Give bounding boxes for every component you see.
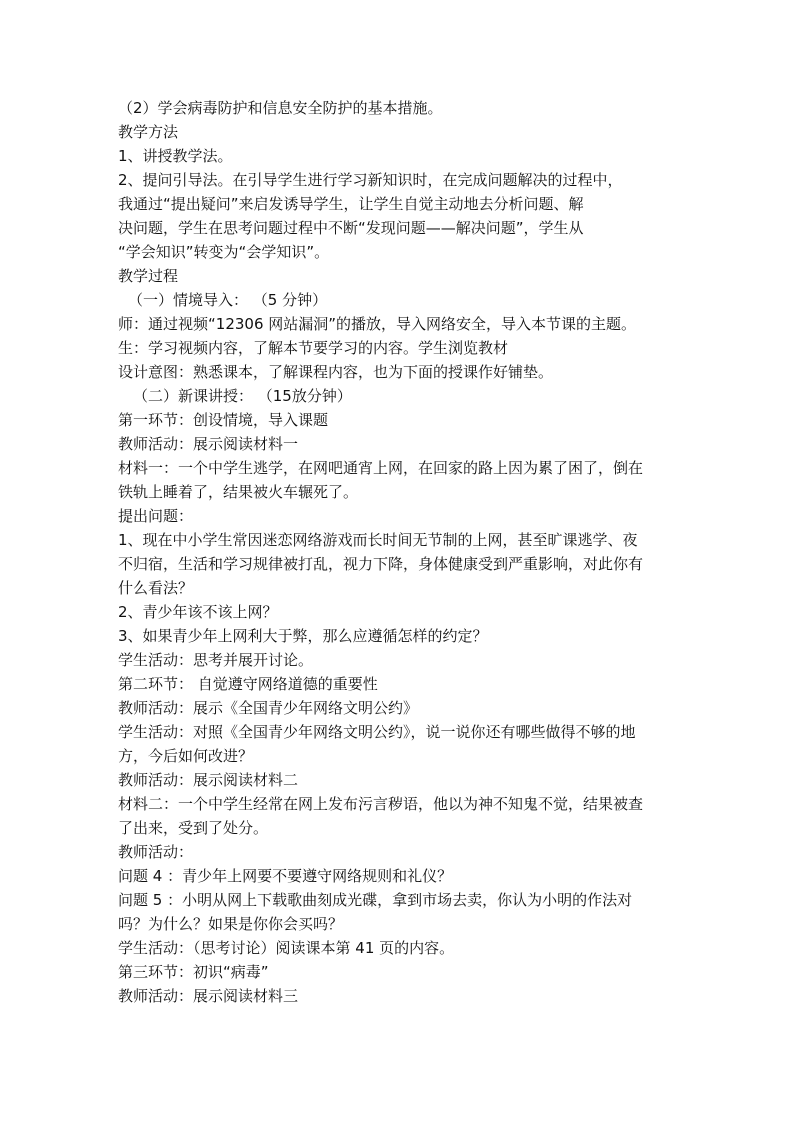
text-line: 了出来，受到了处分。 [118, 819, 269, 837]
text-line: 教师活动： [118, 843, 194, 861]
text-line: 1、现在中小学生常因迷恋网络游戏而长时间无节制的上网，甚至旷课逃学、夜 [118, 531, 638, 549]
text-line: 吗？为什么？如果是你你会买吗？ [118, 915, 344, 933]
text-line: 我通过“提出疑问”来启发诱导学生，让学生自觉主动地去分析问题、解 [118, 195, 584, 213]
text-line: 方，今后如何改进？ [118, 747, 254, 765]
text-line: 问题 4 ：青少年上网要不要遵守网络规则和礼仪？ [118, 867, 453, 885]
text-line: 生：学习视频内容，了解本节要学习的内容。学生浏览教材 [118, 339, 509, 357]
text-line: 教师活动：展示阅读材料一 [118, 435, 299, 453]
text-line: 什么看法？ [118, 579, 194, 597]
section-heading: 教学过程 [118, 267, 179, 285]
subsection-heading: （一）情境导入： （5 分钟） [128, 291, 328, 309]
text-line: 第三环节：初识“病毒” [118, 963, 269, 981]
text-line: 材料二：一个中学生经常在网上发布污言秽语，他以为神不知鬼不觉，结果被查 [118, 795, 644, 813]
text-line: 提出问题： [118, 507, 194, 525]
text-line: 学生活动：（思考讨论）阅读课本第 41 页的内容。 [118, 939, 455, 957]
text-line: 铁轨上睡着了，结果被火车辗死了。 [118, 483, 359, 501]
text-line: 不归宿，生活和学习规律被打乱，视力下降，身体健康受到严重影响，对此你有 [118, 555, 644, 573]
text-line: （2）学会病毒防护和信息安全防护的基本措施。 [118, 99, 443, 117]
text-line: 第一环节：创设情境，导入课题 [118, 411, 329, 429]
text-line: 学生活动：对照《全国青少年网络文明公约》，说一说你还有哪些做得不够的地 [118, 723, 636, 741]
text-line: “学会知识”转变为“会学知识”。 [118, 243, 330, 261]
text-line: 1、讲授教学法。 [118, 147, 233, 165]
text-line: 学生活动：思考并展开讨论。 [118, 651, 314, 669]
subsection-heading: （二）新课讲授： （15放分钟） [133, 387, 352, 405]
text-line: 2、提问引导法。在引导学生进行学习新知识时，在完成问题解决的过程中， [118, 171, 623, 189]
text-line: 教师活动：展示阅读材料三 [118, 987, 299, 1005]
text-line: 问题 5 ：小明从网上下载歌曲刻成光碟，拿到市场去卖，你认为小明的作法对 [118, 891, 633, 909]
text-line: 材料一：一个中学生逃学，在网吧通宵上网，在回家的路上因为累了困了，倒在 [118, 459, 644, 477]
text-line: 设计意图：熟悉课本，了解课程内容，也为下面的授课作好铺垫。 [118, 363, 554, 381]
text-line: 第二环节： 自觉遵守网络道德的重要性 [118, 675, 378, 693]
text-line: 师：通过视频“12306 网站漏洞”的播放，导入网络安全，导入本节课的主题。 [118, 315, 637, 333]
section-heading: 教学方法 [118, 123, 179, 141]
text-line: 2、青少年该不该上网？ [118, 603, 278, 621]
text-line: 3、如果青少年上网利大于弊，那么应遵循怎样的约定？ [118, 627, 488, 645]
text-line: 教师活动：展示阅读材料二 [118, 771, 299, 789]
text-line: 决问题，学生在思考问题过程中不断“发现问题——解决问题”，学生从 [118, 219, 584, 237]
text-line: 教师活动：展示《全国青少年网络文明公约》 [118, 699, 419, 717]
